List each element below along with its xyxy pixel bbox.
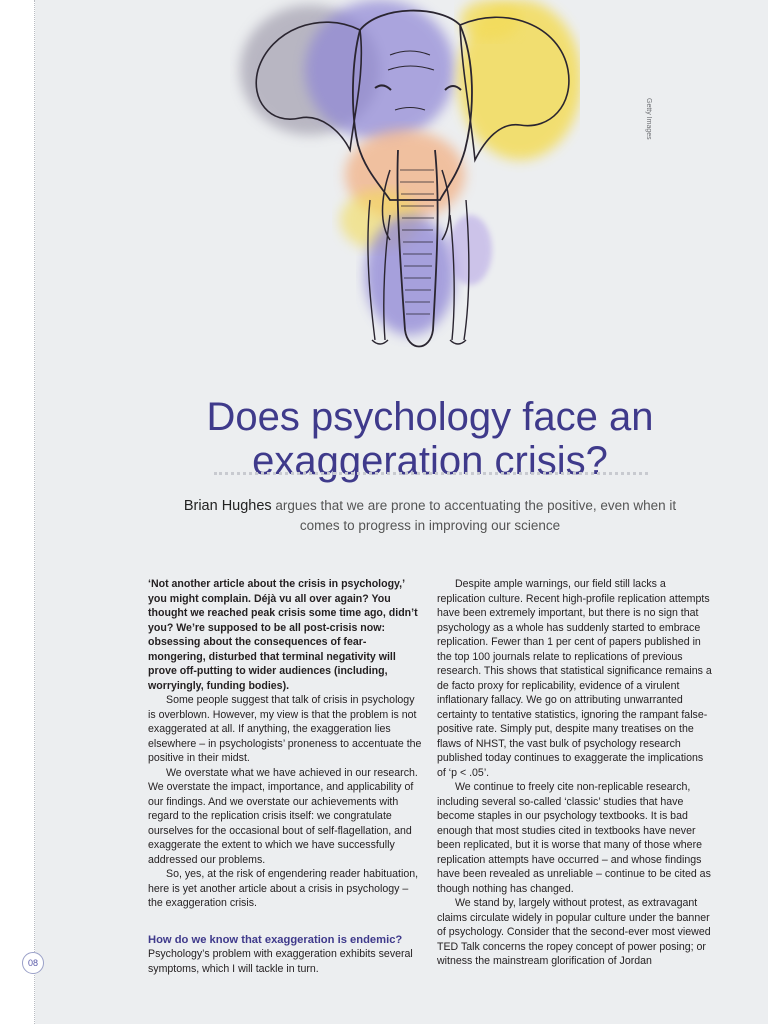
body-paragraph: We continue to freely cite non-replicable research, including several so-called ‘classic’ studies that have become staples in our psychology textbooks. It is bad enough that most studies cited in textbooks have never been replicated, but it is worse that many of those where replication attempts have occurred – and whose findings have been revealed as unreliable – continue to be cited as though nothing has changed. bbox=[437, 781, 711, 895]
body-paragraph: We stand by, largely without protest, as extravagant claims circulate widely in popular culture under the banner of psychology. Consider that the second-ever most viewed TED Talk concerns the ropey concept of power posing; or witness the mainstream glorification of Jordan bbox=[437, 897, 711, 967]
body-paragraph: Despite ample warnings, our field still lacks a replication culture. Recent high-profile replication attempts have been extremely important, but there is no sign that psychology as a whole has suddenly started to embrace replication. Fewer than 1 per cent of papers published in the top 100 journals relate to replications of previous research. This shows that statistical significance remains a de facto proxy for replicability, evidence of a virulent inflationary fallacy. We go on attributing unwarranted certainty to tentative statistics, ignoring the rampant false-positive rate. Simply put, despite many treatises on the flaws of NHST, the vast bulk of psychology research published today continues to exaggerate the implications of ‘p < .05’. bbox=[437, 578, 712, 779]
left-column bbox=[148, 577, 424, 976]
body-paragraph: We overstate what we have achieved in our research. We overstate the impact, importance, and applicability of our findings. And we overstate our achievements with regard to the replication crisis itself: we congratulate ourselves for the occasional bout of self-flagellation, and exaggerate the extent to which we have successfully addressed our problems. bbox=[148, 766, 418, 866]
lead-paragraph: ‘Not another article about the crisis in psychology,’ you might complain. Déjà vu all over again? You thought we reached peak crisis some time ago, didn’t you? We’re supposed to be all post-crisis now: obsessing about the consequences of fear-mongering, disturbed that terminal negativity will prove off-putting to wider audiences (including, worryingly, funding bodies). bbox=[148, 578, 418, 692]
elephant-illustration bbox=[230, 0, 580, 372]
right-column bbox=[437, 577, 713, 969]
dotted-divider bbox=[214, 472, 648, 475]
standfirst-text: argues that we are prone to accentuating the positive, even when it comes to progress in improving our science bbox=[271, 498, 677, 533]
body-paragraph: Some people suggest that talk of crisis in psychology is overblown. However, my view is that the problem is not exaggerated at all. If anything, the exaggeration lies elsewhere – in psychologists’ proneness to accentuate the positive in their midst. bbox=[148, 694, 422, 764]
page-number: 08 bbox=[22, 952, 44, 974]
author-name: Brian Hughes bbox=[183, 498, 272, 514]
photo-credit: Getty Images bbox=[645, 98, 652, 140]
body-paragraph: Psychology’s problem with exaggeration exhibits several symptoms, which I will tackle in turn. bbox=[148, 948, 413, 975]
section-subhead: How do we know that exaggeration is endemic? bbox=[148, 933, 403, 946]
page-edge-strip bbox=[0, 0, 35, 1024]
headline: Does psychology face an exaggeration crisis? bbox=[206, 394, 654, 483]
body-paragraph: So, yes, at the risk of engendering reader habituation, here is yet another article about a crisis in psychology – the exaggeration crisis. bbox=[148, 868, 419, 909]
standfirst bbox=[180, 496, 680, 536]
